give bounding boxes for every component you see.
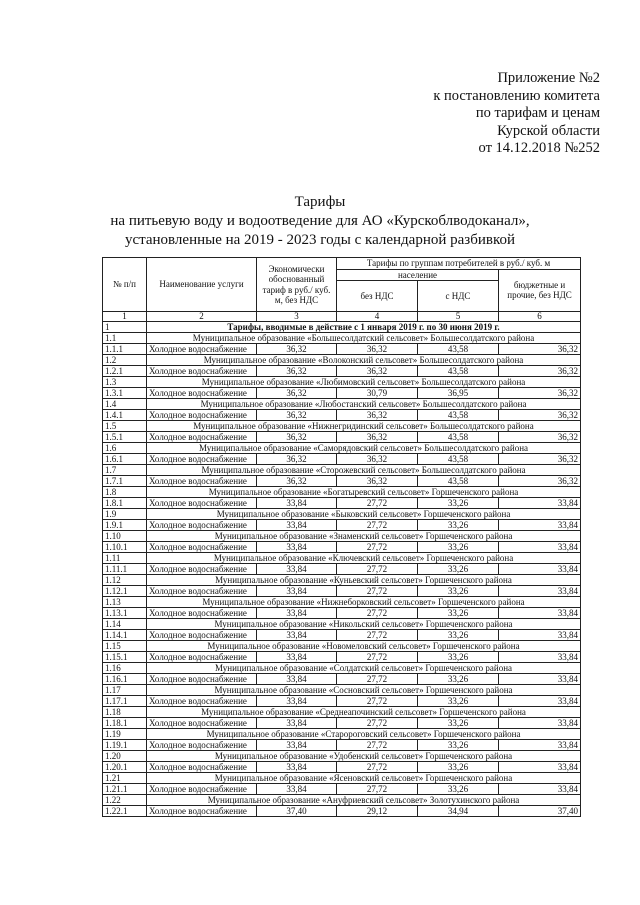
econ-tariff: 33,84 xyxy=(257,630,337,641)
budget-tariff: 33,84 xyxy=(499,652,581,663)
budget-tariff: 36,32 xyxy=(499,476,581,487)
row-num: 1.14.1 xyxy=(103,630,147,641)
section-label: Тарифы, вводимые в действие с 1 января 2019 г. по 30 июня 2019 г. xyxy=(147,322,581,333)
population-no-vat: 36,32 xyxy=(337,476,418,487)
population-with-vat: 33,26 xyxy=(418,608,499,619)
population-no-vat: 27,72 xyxy=(337,718,418,729)
econ-tariff: 33,84 xyxy=(257,564,337,575)
tariff-row xyxy=(103,784,581,795)
budget-tariff: 36,32 xyxy=(499,410,581,421)
econ-tariff: 33,84 xyxy=(257,520,337,531)
econ-tariff: 37,40 xyxy=(257,806,337,817)
title-line-1: Тарифы xyxy=(294,194,346,210)
budget-tariff: 36,32 xyxy=(499,432,581,443)
header-population: население xyxy=(337,269,499,281)
municipality-row xyxy=(103,421,581,432)
municipality-row xyxy=(103,641,581,652)
service-name: Холодное водоснабжение xyxy=(147,520,257,531)
population-with-vat: 33,26 xyxy=(418,652,499,663)
municipality-name: Муниципальное образование «Любимовский сельсовет» Большесолдатского района xyxy=(147,377,581,388)
econ-tariff: 33,84 xyxy=(257,762,337,773)
tariff-row xyxy=(103,476,581,487)
municipality-row xyxy=(103,531,581,542)
header-num: № п/п xyxy=(103,258,147,312)
budget-tariff: 37,40 xyxy=(499,806,581,817)
row-num: 1.10.1 xyxy=(103,542,147,553)
tariff-row xyxy=(103,608,581,619)
municipality-row xyxy=(103,619,581,630)
tariff-row xyxy=(103,542,581,553)
population-with-vat: 33,26 xyxy=(418,674,499,685)
municipality-name: Муниципальное образование «Нижнеборковский сельсовет» Горшеченского района xyxy=(147,597,581,608)
municipality-row xyxy=(103,355,581,366)
population-with-vat: 33,26 xyxy=(418,630,499,641)
population-no-vat: 27,72 xyxy=(337,740,418,751)
municipality-name: Муниципальное образование «Любостанский сельсовет» Большесолдатского района xyxy=(147,399,581,410)
appendix-line-1: Приложение №2 xyxy=(497,70,600,86)
municipality-num: 1.22 xyxy=(103,795,147,806)
budget-tariff: 36,32 xyxy=(499,344,581,355)
econ-tariff: 36,32 xyxy=(257,366,337,377)
municipality-row xyxy=(103,399,581,410)
title-line-2: на питьевую воду и водоотведение для АО «Курскоблводоканал», xyxy=(110,213,530,229)
municipality-row xyxy=(103,377,581,388)
municipality-num: 1.7 xyxy=(103,465,147,476)
service-name: Холодное водоснабжение xyxy=(147,542,257,553)
row-num: 1.7.1 xyxy=(103,476,147,487)
tariff-row xyxy=(103,388,581,399)
municipality-row xyxy=(103,773,581,784)
header-budget: бюджетные и прочие, без НДС xyxy=(499,269,581,312)
population-no-vat: 36,32 xyxy=(337,454,418,465)
econ-tariff: 36,32 xyxy=(257,388,337,399)
section-num: 1 xyxy=(103,322,147,333)
row-num: 1.20.1 xyxy=(103,762,147,773)
municipality-num: 1.20 xyxy=(103,751,147,762)
population-no-vat: 27,72 xyxy=(337,608,418,619)
municipality-name: Муниципальное образование «Старороговский сельсовет» Горшеченского района xyxy=(147,729,581,740)
municipality-num: 1.3 xyxy=(103,377,147,388)
population-with-vat: 33,26 xyxy=(418,784,499,795)
col-number: 6 xyxy=(499,312,581,322)
municipality-name: Муниципальное образование «Сторожевский сельсовет» Большесолдатского района xyxy=(147,465,581,476)
tariff-row xyxy=(103,718,581,729)
row-num: 1.4.1 xyxy=(103,410,147,421)
municipality-num: 1.18 xyxy=(103,707,147,718)
row-num: 1.6.1 xyxy=(103,454,147,465)
budget-tariff: 36,32 xyxy=(499,388,581,399)
municipality-name: Муниципальное образование «Ключевский сельсовет» Горшеченского района xyxy=(147,553,581,564)
title-line-3: установленные на 2019 - 2023 годы с календарной разбивкой xyxy=(124,232,516,248)
population-with-vat: 43,58 xyxy=(418,410,499,421)
row-num: 1.11.1 xyxy=(103,564,147,575)
population-with-vat: 43,58 xyxy=(418,454,499,465)
budget-tariff: 33,84 xyxy=(499,520,581,531)
municipality-num: 1.17 xyxy=(103,685,147,696)
service-name: Холодное водоснабжение xyxy=(147,740,257,751)
municipality-num: 1.4 xyxy=(103,399,147,410)
municipality-row xyxy=(103,465,581,476)
tariff-row xyxy=(103,696,581,707)
municipality-row xyxy=(103,795,581,806)
municipality-name: Муниципальное образование «Куньевский сельсовет» Горшеченского района xyxy=(147,575,581,586)
econ-tariff: 36,32 xyxy=(257,454,337,465)
col-number: 1 xyxy=(103,312,147,322)
population-no-vat: 27,72 xyxy=(337,520,418,531)
row-num: 1.17.1 xyxy=(103,696,147,707)
service-name: Холодное водоснабжение xyxy=(147,476,257,487)
population-with-vat: 33,26 xyxy=(418,498,499,509)
tariff-row xyxy=(103,652,581,663)
budget-tariff: 33,84 xyxy=(499,564,581,575)
tariff-row xyxy=(103,586,581,597)
budget-tariff: 36,32 xyxy=(499,454,581,465)
municipality-num: 1.12 xyxy=(103,575,147,586)
municipality-row xyxy=(103,707,581,718)
column-number-row xyxy=(103,312,581,322)
municipality-num: 1.2 xyxy=(103,355,147,366)
population-no-vat: 27,72 xyxy=(337,498,418,509)
econ-tariff: 33,84 xyxy=(257,586,337,597)
col-number: 3 xyxy=(257,312,337,322)
service-name: Холодное водоснабжение xyxy=(147,454,257,465)
municipality-num: 1.13 xyxy=(103,597,147,608)
population-with-vat: 33,26 xyxy=(418,740,499,751)
population-no-vat: 30,79 xyxy=(337,388,418,399)
col-number: 5 xyxy=(418,312,499,322)
econ-tariff: 33,84 xyxy=(257,608,337,619)
population-with-vat: 43,58 xyxy=(418,344,499,355)
tariff-row xyxy=(103,762,581,773)
population-no-vat: 27,72 xyxy=(337,696,418,707)
econ-tariff: 33,84 xyxy=(257,718,337,729)
municipality-num: 1.14 xyxy=(103,619,147,630)
population-no-vat: 27,72 xyxy=(337,586,418,597)
header-groups: Тарифы по группам потребителей в руб./ куб. м xyxy=(337,258,581,270)
population-with-vat: 33,26 xyxy=(418,762,499,773)
tariff-row xyxy=(103,432,581,443)
col-number: 2 xyxy=(147,312,257,322)
population-no-vat: 29,12 xyxy=(337,806,418,817)
header-service: Наименование услуги xyxy=(147,258,257,312)
population-no-vat: 27,72 xyxy=(337,674,418,685)
municipality-name: Муниципальное образование «Солдатский сельсовет» Горшеченского района xyxy=(147,663,581,674)
budget-tariff: 36,32 xyxy=(499,366,581,377)
population-no-vat: 27,72 xyxy=(337,784,418,795)
municipality-name: Муниципальное образование «Большесолдатский сельсовет» Большесолдатского района xyxy=(147,333,581,344)
budget-tariff: 33,84 xyxy=(499,542,581,553)
municipality-name: Муниципальное образование «Ануфриевский сельсовет» Золотухинского района xyxy=(147,795,581,806)
section-row xyxy=(103,322,581,333)
municipality-row xyxy=(103,597,581,608)
econ-tariff: 33,84 xyxy=(257,498,337,509)
tariff-row xyxy=(103,454,581,465)
budget-tariff: 33,84 xyxy=(499,784,581,795)
municipality-row xyxy=(103,663,581,674)
budget-tariff: 33,84 xyxy=(499,608,581,619)
population-with-vat: 34,94 xyxy=(418,806,499,817)
budget-tariff: 33,84 xyxy=(499,762,581,773)
tariff-row xyxy=(103,410,581,421)
population-with-vat: 43,58 xyxy=(418,366,499,377)
municipality-num: 1.11 xyxy=(103,553,147,564)
population-no-vat: 36,32 xyxy=(337,432,418,443)
tariff-row xyxy=(103,630,581,641)
municipality-name: Муниципальное образование «Новомеловский сельсовет» Горшеченского района xyxy=(147,641,581,652)
municipality-row xyxy=(103,751,581,762)
budget-tariff: 33,84 xyxy=(499,630,581,641)
econ-tariff: 33,84 xyxy=(257,740,337,751)
service-name: Холодное водоснабжение xyxy=(147,784,257,795)
row-num: 1.21.1 xyxy=(103,784,147,795)
appendix-line-4: Курской области xyxy=(497,122,600,139)
service-name: Холодное водоснабжение xyxy=(147,498,257,509)
population-with-vat: 33,26 xyxy=(418,520,499,531)
population-no-vat: 36,32 xyxy=(337,366,418,377)
municipality-name: Муниципальное образование «Быковский сельсовет» Горшеченского района xyxy=(147,509,581,520)
population-no-vat: 27,72 xyxy=(337,630,418,641)
service-name: Холодное водоснабжение xyxy=(147,630,257,641)
appendix-line-2: к постановлению комитета xyxy=(433,87,600,104)
tariff-row xyxy=(103,674,581,685)
row-num: 1.1.1 xyxy=(103,344,147,355)
population-with-vat: 33,26 xyxy=(418,564,499,575)
municipality-row xyxy=(103,575,581,586)
population-with-vat: 33,26 xyxy=(418,718,499,729)
tariff-table xyxy=(102,257,581,817)
header-no-vat: без НДС xyxy=(337,281,418,312)
econ-tariff: 33,84 xyxy=(257,542,337,553)
row-num: 1.9.1 xyxy=(103,520,147,531)
header-with-vat: с НДС xyxy=(418,281,499,312)
municipality-name: Муниципальное образование «Волоконский сельсовет» Большесолдатского района xyxy=(147,355,581,366)
col-number: 4 xyxy=(337,312,418,322)
service-name: Холодное водоснабжение xyxy=(147,432,257,443)
municipality-name: Муниципальное образование «Саморядовский сельсовет» Большесолдатского района xyxy=(147,443,581,454)
row-num: 1.22.1 xyxy=(103,806,147,817)
service-name: Холодное водоснабжение xyxy=(147,410,257,421)
row-num: 1.12.1 xyxy=(103,586,147,597)
tariff-row xyxy=(103,498,581,509)
budget-tariff: 33,84 xyxy=(499,586,581,597)
service-name: Холодное водоснабжение xyxy=(147,586,257,597)
population-no-vat: 27,72 xyxy=(337,564,418,575)
municipality-row xyxy=(103,509,581,520)
municipality-row xyxy=(103,487,581,498)
econ-tariff: 33,84 xyxy=(257,784,337,795)
row-num: 1.5.1 xyxy=(103,432,147,443)
population-with-vat: 43,58 xyxy=(418,432,499,443)
population-with-vat: 33,26 xyxy=(418,586,499,597)
municipality-num: 1.8 xyxy=(103,487,147,498)
service-name: Холодное водоснабжение xyxy=(147,344,257,355)
municipality-name: Муниципальное образование «Нижнегридинский сельсовет» Большесолдатского района xyxy=(147,421,581,432)
service-name: Холодное водоснабжение xyxy=(147,564,257,575)
service-name: Холодное водоснабжение xyxy=(147,608,257,619)
municipality-row xyxy=(103,553,581,564)
tariff-row xyxy=(103,520,581,531)
municipality-name: Муниципальное образование «Богатыревский сельсовет» Горшеченского района xyxy=(147,487,581,498)
appendix-block xyxy=(395,70,600,158)
population-with-vat: 33,26 xyxy=(418,542,499,553)
row-num: 1.19.1 xyxy=(103,740,147,751)
municipality-num: 1.21 xyxy=(103,773,147,784)
population-with-vat: 33,26 xyxy=(418,696,499,707)
service-name: Холодное водоснабжение xyxy=(147,366,257,377)
service-name: Холодное водоснабжение xyxy=(147,696,257,707)
municipality-name: Муниципальное образование «Среднеапочинский сельсовет» Горшеченского района xyxy=(147,707,581,718)
municipality-name: Муниципальное образование «Знаменский сельсовет» Горшеченского района xyxy=(147,531,581,542)
budget-tariff: 33,84 xyxy=(499,498,581,509)
service-name: Холодное водоснабжение xyxy=(147,718,257,729)
population-no-vat: 36,32 xyxy=(337,410,418,421)
econ-tariff: 36,32 xyxy=(257,476,337,487)
econ-tariff: 33,84 xyxy=(257,696,337,707)
municipality-num: 1.15 xyxy=(103,641,147,652)
municipality-num: 1.9 xyxy=(103,509,147,520)
service-name: Холодное водоснабжение xyxy=(147,806,257,817)
municipality-row xyxy=(103,333,581,344)
population-with-vat: 43,58 xyxy=(418,476,499,487)
header-econ: Экономически обоснованный тариф в руб./ куб. м, без НДС xyxy=(257,258,337,312)
budget-tariff: 33,84 xyxy=(499,674,581,685)
municipality-num: 1.19 xyxy=(103,729,147,740)
service-name: Холодное водоснабжение xyxy=(147,388,257,399)
municipality-num: 1.10 xyxy=(103,531,147,542)
row-num: 1.18.1 xyxy=(103,718,147,729)
row-num: 1.8.1 xyxy=(103,498,147,509)
population-no-vat: 27,72 xyxy=(337,652,418,663)
tariff-row xyxy=(103,344,581,355)
population-no-vat: 36,32 xyxy=(337,344,418,355)
service-name: Холодное водоснабжение xyxy=(147,674,257,685)
budget-tariff: 33,84 xyxy=(499,718,581,729)
row-num: 1.15.1 xyxy=(103,652,147,663)
row-num: 1.2.1 xyxy=(103,366,147,377)
municipality-name: Муниципальное образование «Ясеновский сельсовет» Горшеченского района xyxy=(147,773,581,784)
municipality-num: 1.16 xyxy=(103,663,147,674)
tariff-row xyxy=(103,564,581,575)
population-no-vat: 27,72 xyxy=(337,542,418,553)
budget-tariff: 33,84 xyxy=(499,696,581,707)
municipality-name: Муниципальное образование «Никольский сельсовет» Горшеченского района xyxy=(147,619,581,630)
municipality-row xyxy=(103,685,581,696)
row-num: 1.3.1 xyxy=(103,388,147,399)
econ-tariff: 36,32 xyxy=(257,410,337,421)
municipality-name: Муниципальное образование «Удобенский сельсовет» Горшеченского района xyxy=(147,751,581,762)
service-name: Холодное водоснабжение xyxy=(147,762,257,773)
population-no-vat: 27,72 xyxy=(337,762,418,773)
service-name: Холодное водоснабжение xyxy=(147,652,257,663)
appendix-line-5: от 14.12.2018 №252 xyxy=(478,140,600,156)
econ-tariff: 33,84 xyxy=(257,652,337,663)
municipality-num: 1.6 xyxy=(103,443,147,454)
row-num: 1.13.1 xyxy=(103,608,147,619)
econ-tariff: 36,32 xyxy=(257,344,337,355)
econ-tariff: 36,32 xyxy=(257,432,337,443)
municipality-num: 1.1 xyxy=(103,333,147,344)
tariff-row xyxy=(103,806,581,817)
budget-tariff: 33,84 xyxy=(499,740,581,751)
municipality-row xyxy=(103,443,581,454)
appendix-line-3: по тарифам и ценам xyxy=(475,105,600,121)
tariff-row xyxy=(103,366,581,377)
econ-tariff: 33,84 xyxy=(257,674,337,685)
row-num: 1.16.1 xyxy=(103,674,147,685)
population-with-vat: 36,95 xyxy=(418,388,499,399)
municipality-row xyxy=(103,729,581,740)
municipality-name: Муниципальное образование «Сосновский сельсовет» Горшеченского района xyxy=(147,685,581,696)
municipality-num: 1.5 xyxy=(103,421,147,432)
document-title xyxy=(80,193,560,250)
tariff-row xyxy=(103,740,581,751)
